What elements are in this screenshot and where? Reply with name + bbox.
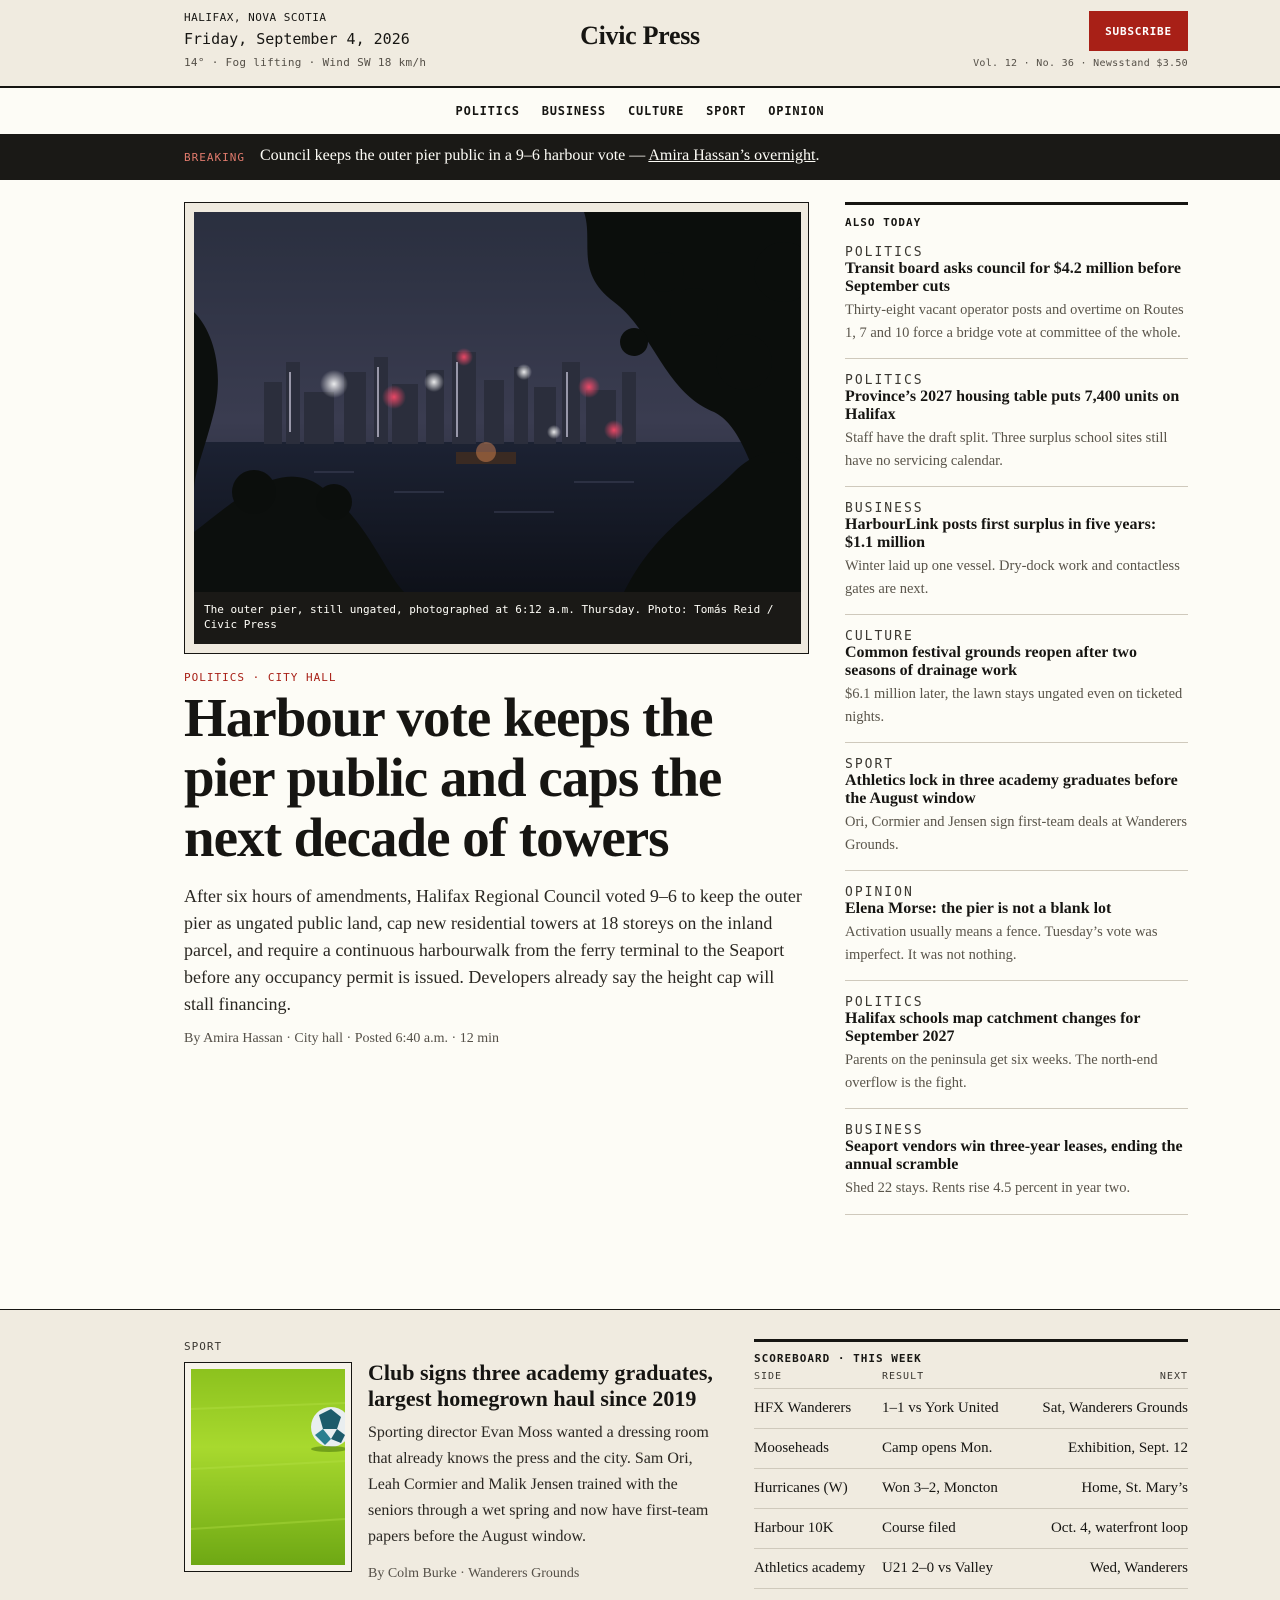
list-item[interactable] bbox=[845, 629, 1188, 743]
breaking-link[interactable]: Amira Hassan’s overnight bbox=[648, 147, 816, 164]
subscribe-button[interactable]: SUBSCRIBE bbox=[1089, 11, 1188, 51]
list-item[interactable] bbox=[845, 501, 1188, 615]
lead-figure bbox=[184, 202, 809, 654]
breaking-text-end: . bbox=[815, 147, 820, 164]
location-label: HALIFAX, NOVA SCOTIA bbox=[184, 11, 327, 24]
cell-side: Athletics academy bbox=[754, 1560, 866, 1576]
story-headline[interactable]: Common festival grounds reopen after two seasons of drainage work bbox=[845, 644, 1137, 679]
cell-result: Course filed bbox=[882, 1520, 956, 1536]
harbour-night-image bbox=[194, 212, 801, 592]
section-nav bbox=[0, 88, 1280, 134]
story-dek: Staff have the draft split. Three surplus school sites still have no servicing calendar. bbox=[845, 430, 1168, 469]
breaking-text-body: Council keeps the outer pier public in a 9–6 harbour vote — bbox=[260, 147, 649, 164]
lead-photo[interactable] bbox=[194, 212, 801, 592]
site-logo[interactable]: Civic Press bbox=[580, 21, 700, 50]
sport-kicker[interactable]: SPORT bbox=[184, 1340, 223, 1353]
cell-next: Oct. 4, waterfront loop bbox=[1050, 1520, 1188, 1536]
story-kicker: CULTURE bbox=[845, 629, 914, 644]
breaking-bar bbox=[0, 134, 1280, 180]
nav-item-business[interactable]: BUSINESS bbox=[541, 104, 606, 118]
list-item[interactable] bbox=[845, 885, 1188, 981]
table-row[interactable] bbox=[754, 1429, 1188, 1469]
sport-headline[interactable]: Club signs three academy graduates, largest homegrown haul since 2019 bbox=[368, 1360, 713, 1411]
story-kicker: POLITICS bbox=[845, 373, 924, 388]
story-headline[interactable]: Seaport vendors win three-year leases, ending the annual scramble bbox=[845, 1138, 1183, 1173]
sport-figure bbox=[184, 1362, 352, 1572]
date-label: Friday, September 4, 2026 bbox=[184, 30, 410, 48]
soccer-ball-image bbox=[191, 1369, 345, 1565]
breaking-text bbox=[260, 147, 819, 165]
story-dek: Ori, Cormier and Jensen sign first-team deals at Wanderers Grounds. bbox=[845, 814, 1188, 853]
scoreboard bbox=[754, 1339, 1188, 1589]
sport-byline: By Colm Burke · Wanderers Grounds bbox=[368, 1566, 580, 1581]
story-dek: Shed 22 stays. Rents rise 4.5 percent in year two. bbox=[845, 1180, 1131, 1196]
column-header-next: NEXT bbox=[1159, 1371, 1188, 1382]
list-item[interactable] bbox=[845, 373, 1188, 487]
cell-result: Camp opens Mon. bbox=[882, 1440, 993, 1456]
story-kicker: OPINION bbox=[845, 885, 914, 900]
cell-side: HFX Wanderers bbox=[754, 1400, 852, 1416]
lead-dek: After six hours of amendments, Halifax Regional Council voted 9–6 to keep the outer pier as ungated public land, cap new residential towers at 18 storeys on the inland parcel, and require a continuous harbourwalk from the ferry terminal to the Seaport before any occupancy permit is issued. Developers already say the height cap will stall financing. bbox=[184, 886, 802, 1014]
cell-result: Won 3–2, Moncton bbox=[882, 1480, 998, 1496]
story-headline[interactable]: Transit board asks council for $4.2 million before September cuts bbox=[845, 260, 1182, 295]
story-dek: Activation usually means a fence. Tuesday’s vote was imperfect. It was not nothing. bbox=[845, 924, 1158, 963]
list-item[interactable] bbox=[845, 245, 1188, 359]
nav-item-sport[interactable]: SPORT bbox=[706, 104, 747, 118]
table-row[interactable] bbox=[754, 1389, 1188, 1429]
list-item[interactable] bbox=[845, 757, 1188, 871]
cell-side: Harbour 10K bbox=[754, 1520, 834, 1536]
story-dek: Winter laid up one vessel. Dry-dock work and contactless gates are next. bbox=[845, 558, 1180, 597]
masthead bbox=[0, 0, 1280, 88]
nav-item-politics[interactable]: POLITICS bbox=[455, 104, 520, 118]
story-dek: $6.1 million later, the lawn stays ungated even on ticketed nights. bbox=[845, 686, 1183, 725]
also-today-title: ALSO TODAY bbox=[845, 216, 922, 229]
list-item[interactable] bbox=[845, 1123, 1188, 1215]
nav-item-culture[interactable]: CULTURE bbox=[627, 104, 685, 118]
story-headline[interactable]: Athletics lock in three academy graduates before the August window bbox=[845, 772, 1178, 807]
lead-headline[interactable]: Harbour vote keeps the pier public and caps the next decade of towers bbox=[184, 687, 722, 868]
sport-band bbox=[0, 1309, 1280, 1600]
sport-dek: Sporting director Evan Moss wanted a dressing room that already knows the press and the city. Sam Ori, Leah Cormier and Malik Jensen trained with the seniors through a wet spring and now have first-team papers before the August window. bbox=[368, 1424, 709, 1545]
story-headline[interactable]: HarbourLink posts first surplus in five years: $1.1 million bbox=[845, 516, 1157, 551]
sport-photo[interactable] bbox=[191, 1369, 345, 1565]
table-row[interactable] bbox=[754, 1549, 1188, 1589]
also-today bbox=[845, 202, 1188, 1215]
table-row[interactable] bbox=[754, 1509, 1188, 1549]
cell-next: Sat, Wanderers Grounds bbox=[1042, 1400, 1188, 1416]
cell-next: Home, St. Mary’s bbox=[1081, 1480, 1188, 1496]
cell-result: 1–1 vs York United bbox=[882, 1400, 999, 1416]
column-header-result: RESULT bbox=[882, 1371, 925, 1382]
story-headline[interactable]: Province’s 2027 housing table puts 7,400 units on Halifax bbox=[845, 388, 1180, 423]
story-kicker: SPORT bbox=[845, 757, 895, 772]
issue-label: Vol. 12 · No. 36 · Newsstand $3.50 bbox=[973, 58, 1188, 69]
column-header-side: SIDE bbox=[754, 1371, 783, 1382]
cell-result: U21 2–0 vs Valley bbox=[882, 1560, 993, 1576]
breaking-tag: BREAKING bbox=[184, 151, 245, 164]
lead-byline: By Amira Hassan · City hall · Posted 6:40 a.m. · 12 min bbox=[184, 1031, 499, 1046]
story-kicker: POLITICS bbox=[845, 995, 924, 1010]
story-headline[interactable]: Halifax schools map catchment changes for September 2027 bbox=[845, 1010, 1141, 1045]
story-kicker: BUSINESS bbox=[845, 1123, 924, 1138]
list-item[interactable] bbox=[845, 995, 1188, 1109]
story-dek: Parents on the peninsula get six weeks. The north-end overflow is the fight. bbox=[845, 1052, 1158, 1091]
scoreboard-header bbox=[754, 1371, 1188, 1389]
cell-next: Wed, Wanderers bbox=[1089, 1560, 1188, 1576]
nav-item-opinion[interactable]: OPINION bbox=[768, 104, 825, 118]
scoreboard-title: SCOREBOARD · THIS WEEK bbox=[754, 1352, 922, 1365]
story-dek: Thirty-eight vacant operator posts and overtime on Routes 1, 7 and 10 force a bridge vote at committee of the whole. bbox=[845, 302, 1184, 341]
cell-side: Hurricanes (W) bbox=[754, 1480, 848, 1496]
cell-next: Exhibition, Sept. 12 bbox=[1068, 1440, 1188, 1456]
story-kicker: POLITICS bbox=[845, 245, 924, 260]
cell-side: Mooseheads bbox=[754, 1440, 829, 1456]
table-row[interactable] bbox=[754, 1469, 1188, 1509]
story-headline[interactable]: Elena Morse: the pier is not a blank lot bbox=[845, 900, 1112, 917]
lead-caption: The outer pier, still ungated, photographed at 6:12 a.m. Thursday. Photo: Tomás Reid / Civic Press bbox=[194, 592, 801, 644]
weather-label: 14° · Fog lifting · Wind SW 18 km/h bbox=[184, 56, 427, 69]
lead-kicker[interactable]: POLITICS · CITY HALL bbox=[184, 671, 337, 684]
story-kicker: BUSINESS bbox=[845, 501, 924, 516]
